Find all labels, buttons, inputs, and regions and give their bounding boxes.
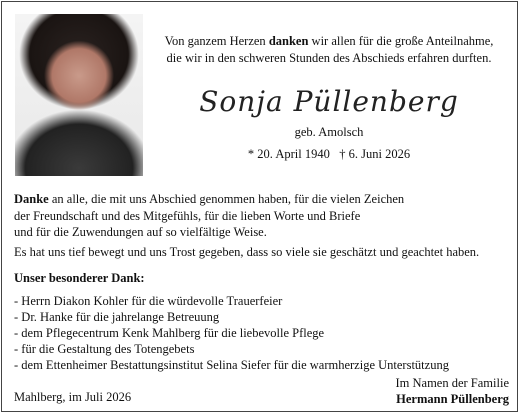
list-item: - Dr. Hanke für die jahrelange Betreuung	[14, 310, 220, 324]
intro-bold-word: danken	[268, 34, 309, 48]
portrait-photo	[15, 14, 143, 176]
list-item: - für die Gestaltung des Totengebets	[14, 342, 195, 356]
life-dates: * 20. April 1940 † 6. Juni 2026	[247, 147, 411, 161]
thanks-line1: an alle, die mit uns Abschied genommen haben, für die vielen Zeichen	[48, 192, 405, 206]
thanks-line3: und für die Zuwendungen auf so vielfältige Weise.	[14, 225, 267, 239]
thanks-paragraph	[14, 191, 514, 241]
birth-name: geb. Amolsch	[294, 125, 364, 139]
thanks-bold-word: Danke	[14, 192, 49, 206]
intro-text	[154, 33, 504, 67]
place-date: Mahlberg, im Juli 2026	[14, 390, 132, 404]
list-item: - dem Pflegecentrum Kenk Mahlberg für die liebevolle Pflege	[14, 326, 325, 340]
comfort-paragraph: Es hat uns tief bewegt und uns Trost gegeben, dass so viele sie geschätzt und geachtet haben.	[14, 245, 480, 259]
intro-line1-end: wir allen für die große Anteilnahme,	[308, 34, 494, 48]
intro-line2: die wir in den schweren Stunden des Abschieds erfahren durften.	[166, 51, 492, 65]
signatory-name: Hermann Püllenberg	[396, 392, 509, 406]
special-thanks-heading: Unser besonderer Dank:	[14, 271, 145, 285]
deceased-name: Sonja Püllenberg	[199, 85, 459, 118]
intro-line1-start: Von ganzem Herzen	[164, 34, 269, 48]
list-item: - dem Ettenheimer Bestattungsinstitut Selina Siefer für die warmherzige Unterstützung	[14, 358, 449, 372]
special-thanks-list	[14, 293, 514, 373]
list-item: - Herrn Diakon Kohler für die würdevolle Trauerfeier	[14, 294, 283, 308]
thanks-line2: der Freundschaft und des Mitgefühls, für die lieben Worte und Briefe	[14, 208, 361, 223]
signature-block	[395, 375, 509, 407]
on-behalf-text: Im Namen der Familie	[395, 376, 509, 390]
